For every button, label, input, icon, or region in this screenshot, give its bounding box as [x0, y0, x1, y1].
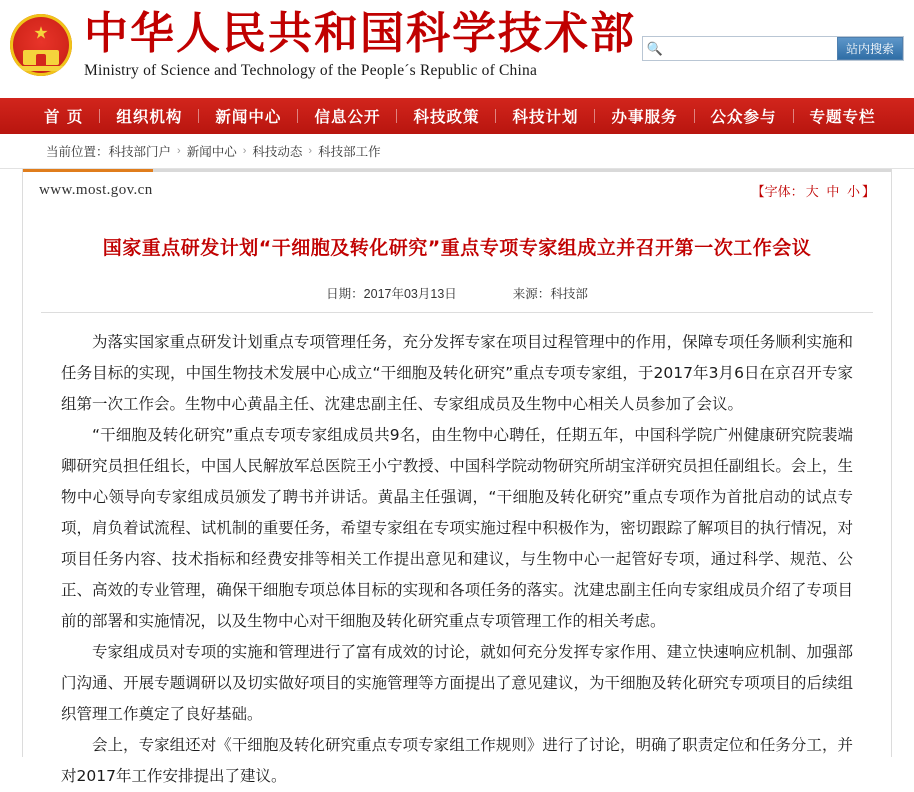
site-search-button[interactable]: 站内搜索 — [837, 37, 903, 60]
breadcrumb-item-portal[interactable]: 科技部门户 — [108, 145, 172, 159]
nav-item-services[interactable]: 办事服务 — [611, 108, 678, 126]
article-date-value: 2017年03月13日 — [363, 287, 457, 301]
font-size-medium[interactable]: 中 — [826, 184, 840, 199]
nav-item-topics[interactable]: 专题专栏 — [809, 108, 876, 126]
article-date-label: 日期： — [326, 287, 364, 301]
content-frame — [22, 169, 892, 785]
breadcrumb-separator-icon: › — [242, 145, 247, 157]
gate-shape — [23, 50, 59, 65]
breadcrumb-item-ministry-work[interactable]: 科技部工作 — [318, 145, 381, 159]
nav-item-organization[interactable]: 组织机构 — [116, 108, 183, 126]
nav-item-policy[interactable]: 科技政策 — [413, 108, 480, 126]
breadcrumb-label: 当前位置： — [46, 145, 109, 159]
font-size-large[interactable]: 大 — [805, 184, 819, 199]
search-box[interactable] — [642, 36, 904, 61]
article-meta — [23, 284, 891, 302]
main-nav — [0, 98, 914, 134]
article-paragraph: “干细胞及转化研究”重点专项专家组成员共9名，由生物中心聘任，任期五年，中国科学院广州健康研究院裴端卿研究员担任组长，中国人民解放军总医院王小宁教授、中国科学院动物研究所胡宝洋研究员担任副组长。会上，生物中心领导向专家组成员颁发了聘书并讲话。黄晶主任强调，“干细胞及转化研究”重点专项作为首批启动的试点专项，肩负着试流程、试机制的重要任务，希望专家组在专项实施过程中积极作为，密切跟踪了解项目的执行情况，对项目任务内容、技术指标和经费安排等相关工作提出意见和建议，与生物中心一起管好专项，通过科学、规范、公正、高效的专业管理，确保干细胞专项总体目标的实现和各项任务的落实。沈建忠副主任向专家组成员介绍了专项目前的部署和实施情况，以及生物中心对干细胞及转化研究重点专项管理工作的相关考虑。 — [61, 426, 853, 630]
breadcrumb — [0, 134, 914, 169]
breadcrumb-item-news-center[interactable]: 新闻中心 — [186, 145, 237, 159]
site-title-cn: 中华人民共和国科学技术部 — [84, 8, 636, 59]
font-size-small[interactable]: 小 — [846, 184, 860, 199]
site-url: www.most.gov.cn — [39, 182, 153, 198]
star-glyph: ★ — [33, 23, 49, 43]
font-size-control — [752, 181, 875, 200]
site-title-en: Ministry of Science and Technology of the People´s Republic of China — [84, 62, 538, 79]
article-date — [326, 284, 457, 302]
font-size-suffix: 】 — [861, 184, 875, 199]
url-and-fontsize-row — [23, 169, 891, 200]
article-source-value: 科技部 — [550, 287, 588, 301]
article-source — [513, 284, 588, 302]
breadcrumb-item-tech-trends[interactable]: 科技动态 — [252, 145, 303, 159]
article-title: 国家重点研发计划“干细胞及转化研究”重点专项专家组成立并召开第一次工作会议 — [102, 237, 812, 259]
cog-shape — [16, 66, 66, 71]
top-rule — [153, 169, 891, 172]
breadcrumb-separator-icon: › — [308, 145, 313, 157]
search-icon: 🔍 — [646, 40, 664, 56]
article-paragraph: 会上，专家组还对《干细胞及转化研究重点专项专家组工作规则》进行了讨论，明确了职责定位和任务分工，并对2017年工作安排提出了建议。 — [61, 736, 853, 785]
search-input[interactable] — [667, 37, 837, 60]
site-header — [0, 0, 914, 98]
breadcrumb-separator-icon: › — [177, 145, 181, 157]
article-paragraph: 专家组成员对专项的实施和管理进行了富有成效的讨论，就如何充分发挥专家作用、建立快速响应机制、加强部门沟通、开展专题调研以及切实做好项目的实施管理等方面提出了意见建议，为干细胞及转化研究专项项目的后续组织管理工作奠定了良好基础。 — [61, 643, 853, 723]
meta-divider — [41, 312, 873, 313]
national-emblem-icon — [10, 14, 72, 76]
accent-bar — [23, 169, 153, 172]
site-title-block — [84, 8, 636, 80]
nav-item-public[interactable]: 公众参与 — [710, 108, 777, 126]
nav-item-programs[interactable]: 科技计划 — [512, 108, 579, 126]
nav-item-news[interactable]: 新闻中心 — [215, 108, 282, 126]
article-source-label: 来源： — [512, 287, 551, 301]
font-size-prefix: 【字体： — [751, 184, 804, 199]
nav-item-disclosure[interactable]: 信息公开 — [314, 108, 381, 126]
article-body — [61, 327, 853, 792]
nav-item-home[interactable]: 首 页 — [44, 108, 84, 126]
article-paragraph: 为落实国家重点研发计划重点专项管理任务，充分发挥专家在项目过程管理中的作用，保障专项任务顺利实施和任务目标的实现，中国生物技术发展中心成立“干细胞及转化研究”重点专项专家组，于2017年3月6日在京召开专家组第一次工作会。生物中心黄晶主任、沈建忠副主任、专家组成员及生物中心相关人员参加了会议。 — [61, 333, 853, 413]
